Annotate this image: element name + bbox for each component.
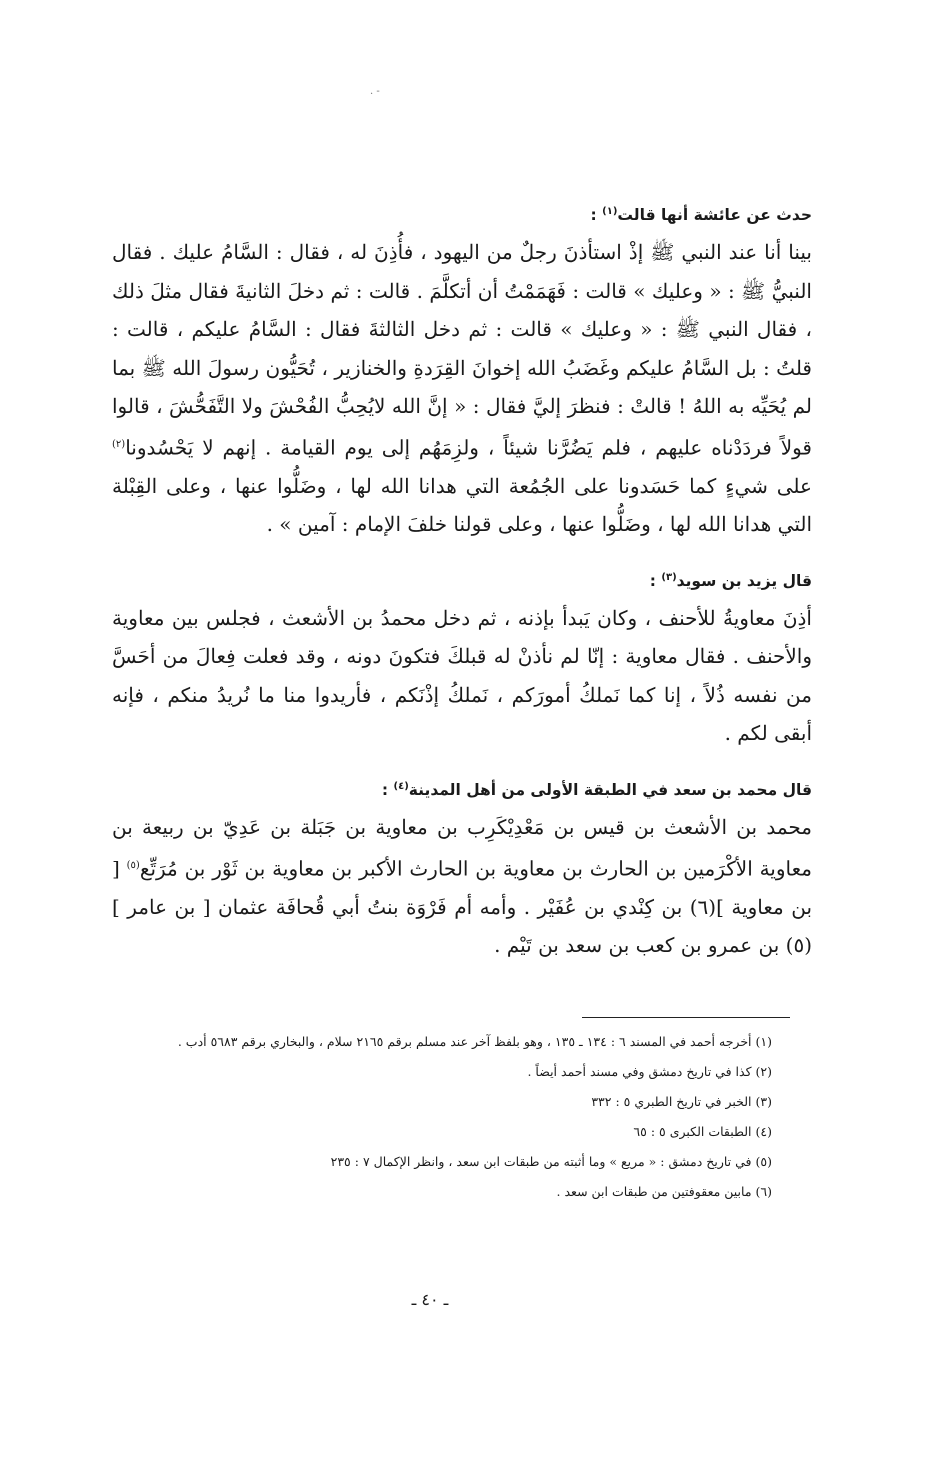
section-aisha	[112, 200, 812, 544]
footnote-divider	[582, 1017, 790, 1018]
section-body-tail: [ بن معاوية ](٦) بن كِنْدي بن عُفَيْر . وأمه أم فَرْوَة بنتُ أبي قُحافَة عثمان [ بن عامر ](٥) بن عمرو بن كعب بن سعد بن تَيْم .	[112, 856, 813, 958]
footnote-ref: (٥)	[126, 859, 140, 871]
page-number: ـ ٤٠ ـ	[411, 1290, 449, 1309]
footnote-ref: (٤)	[393, 780, 409, 792]
section-heading-text: قال محمد بن سعد في الطبقة الأولى من أهل المدينة	[408, 781, 812, 800]
section-body	[112, 233, 812, 544]
section-heading	[112, 775, 812, 802]
page-top-mark: - .	[370, 86, 380, 97]
section-body-tail: على شيءٍ كما حَسَدونا على الجُمُعة التي هدانا الله لها ، وضَلُّوا عنها ، وعلى القِبْلة التي هدانا الله لها ، وضَلُّوا عنها ، وعلى قولنا خلفَ الإمام : آمين » .	[112, 473, 812, 537]
section-yazid	[112, 566, 812, 753]
section-heading	[112, 566, 812, 593]
footnote-1: (١) أخرجه أحمد في المسند ٦ : ١٣٤ ـ ١٣٥ ، وهو بلفظ آخر عند مسلم برقم ٢١٦٥ سلام ، والبخاري برقم ٥٦٨٣ أدب .	[177, 1034, 772, 1049]
section-body	[112, 599, 812, 753]
section-heading	[112, 200, 812, 227]
section-body-text: محمد بن الأشعث بن قيس بن مَعْدِيْكَرِب بن معاوية بن جَبَلة بن عَدِيّ بن ربيعة بن معاوية الأكْرَمين بن الحارث بن معاوية بن الحارث الأكبر بن معاوية بن ثَوْر بن مُرَتِّع	[112, 815, 812, 881]
section-heading-text: حدث عن عائشة أنها قالت	[617, 206, 812, 225]
section-body-text: أذِنَ معاويةُ للأحنف ، وكان يَبدأ بإذنه ، ثم دخل محمدُ بن الأشعث ، فجلس بين معاوية والأحنف . فقال معاوية : إنّا لم نأذنْ له قبلكَ فتكونَ دونه ، وقد فعلت فِعالَ من أحَسَّ من نفسه ذُلاً ، إنا كما نَملكُ أمورَكم ، نَملكُ إذْنَكم ، فأريدوا منا ما نُريدُ منكم ، فإنه أبقى لكم .	[112, 605, 812, 746]
section-heading-tail: :	[590, 206, 603, 225]
footnote-4: (٤) الطبقات الكبرى ٥ : ٦٥	[633, 1124, 772, 1139]
section-body-text: بينا أنا عند النبي ﷺ إذْ استأذنَ رجلٌ من اليهود ، فأُذِنَ له ، فقال : السَّامُ عليك . فقال النبيُّ ﷺ : « وعليك » قالت : فَهَمَمْتُ أن أتكلَّمَ . قالت : ثم دخلَ الثانيةَ فقال مثلَ ذلك ، فقال النبي ﷺ : « وعليك » قالت : ثم دخل الثالثةَ فقال : السَّامُ عليكم ، قالت : قلتُ : بل السَّامُ عليكم وغَضَبُ الله إخوانَ القِرَدةِ والخنازير ، تُحَيُّون رسولَ الله ﷺ بما لم يُحَيِّه به اللهُ ! قالتْ : فنظرَ إليَّ فقال : « إنَّ الله لايُحِبُّ الفُحْشَ ولا التَّفَحُّشَ ، قالوا قولاً فردَدْناه عليهم ، فلم يَضُرَّنا شيئاً ، ولزِمَهُم إلى يوم القيامة . إنهم لا يَحْسُدونا	[112, 240, 813, 460]
section-heading-tail: :	[381, 781, 394, 800]
footnote-ref: (٣)	[661, 571, 677, 583]
section-heading-tail: :	[649, 571, 662, 590]
footnote-ref: (١)	[602, 206, 618, 217]
footnote-5: (٥) في تاريخ دمشق : « مريع » وما أثبته من طبقات ابن سعد ، وانظر الإكمال ٧ : ٢٣٥	[330, 1154, 772, 1169]
footnote-ref: (٢)	[112, 438, 126, 450]
footnotes	[97, 1033, 772, 1213]
main-text	[112, 200, 812, 982]
footnote-3: (٣) الخبر في تاريخ الطبري ٥ : ٣٣٢	[591, 1094, 772, 1109]
section-ibn-saad	[112, 775, 812, 965]
section-heading-text: قال يزيد بن سويد	[676, 571, 812, 590]
footnote-6: (٦) مابين معقوفتين من طبقات ابن سعد .	[556, 1184, 772, 1199]
section-body	[112, 808, 812, 965]
footnote-2: (٢) كذا في تاريخ دمشق وفي مسند أحمد أيضاً .	[527, 1064, 772, 1079]
